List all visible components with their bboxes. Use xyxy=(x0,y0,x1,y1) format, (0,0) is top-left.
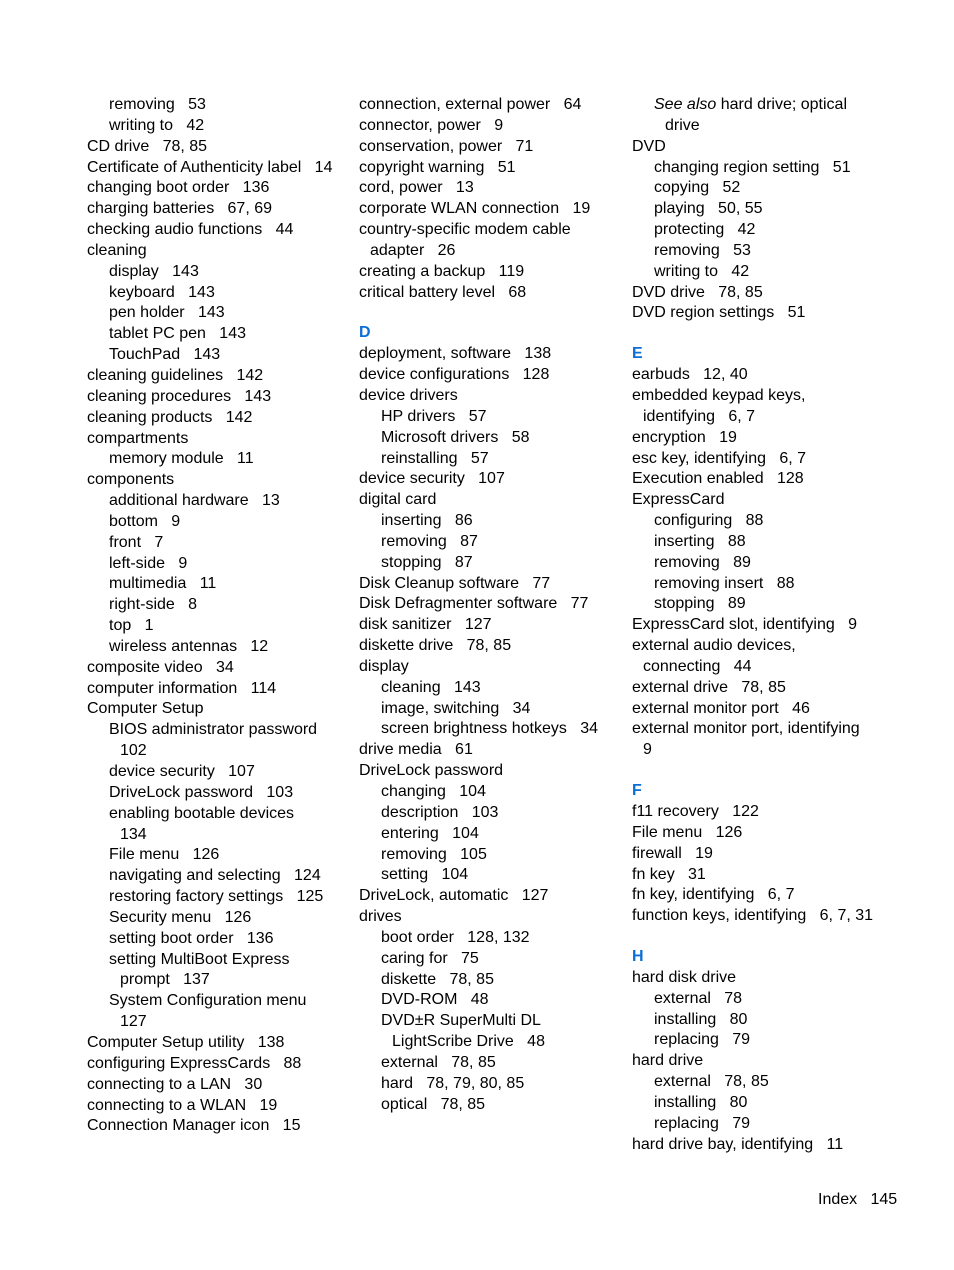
index-subentry: image, switching 34 xyxy=(381,699,531,717)
index-entry-continuation: 102 xyxy=(120,742,147,760)
index-subentry: diskette 78, 85 xyxy=(381,970,494,988)
index-subentry: DriveLock password 103 xyxy=(109,783,294,801)
index-entry: cord, power 13 xyxy=(359,179,474,197)
index-entry: embedded keypad keys, xyxy=(632,386,806,404)
index-entry: external drive 78, 85 xyxy=(632,678,786,696)
index-subentry: removing 53 xyxy=(654,241,751,259)
index-subentry: removing 89 xyxy=(654,553,751,571)
index-entry: external monitor port, identifying xyxy=(632,720,860,738)
index-subentry: playing 50, 55 xyxy=(654,200,763,218)
index-entry: device security 107 xyxy=(359,470,505,488)
index-entry: digital card xyxy=(359,491,437,509)
section-gap xyxy=(359,303,624,323)
index-entry: corporate WLAN connection 19 xyxy=(359,200,591,218)
index-subentry: removing insert 88 xyxy=(654,574,795,592)
index-entry: Connection Manager icon 15 xyxy=(87,1117,301,1135)
index-entry: File menu 126 xyxy=(632,823,743,841)
index-subentry: protecting 42 xyxy=(654,221,756,239)
index-subentry: DVD±R SuperMulti DL xyxy=(381,1012,541,1030)
index-entry: earbuds 12, 40 xyxy=(632,366,748,384)
index-entry: charging batteries 67, 69 xyxy=(87,200,273,218)
index-entry: cleaning products 142 xyxy=(87,408,253,426)
index-subentry: setting boot order 136 xyxy=(109,929,274,947)
index-subentry: caring for 75 xyxy=(381,949,479,967)
index-entry: deployment, software 138 xyxy=(359,345,552,363)
index-subentry: inserting 86 xyxy=(381,512,473,530)
section-gap xyxy=(632,761,897,781)
index-entry: composite video 34 xyxy=(87,658,234,676)
index-subentry: screen brightness hotkeys 34 xyxy=(381,720,599,738)
index-subentry: installing 80 xyxy=(654,1093,748,1111)
index-entry: DriveLock, automatic 127 xyxy=(359,887,549,905)
index-subentry: restoring factory settings 125 xyxy=(109,888,324,906)
index-entry: external monitor port 46 xyxy=(632,699,810,717)
index-subentry: reinstalling 57 xyxy=(381,449,489,467)
index-entry: cleaning guidelines 142 xyxy=(87,366,264,384)
index-entry: country-specific modem cable xyxy=(359,221,571,239)
index-subentry: multimedia 11 xyxy=(109,575,217,593)
index-entry: diskette drive 78, 85 xyxy=(359,637,512,655)
index-subentry: HP drivers 57 xyxy=(381,407,487,425)
index-subentry: inserting 88 xyxy=(654,532,746,550)
section-letter-heading: H xyxy=(632,948,644,966)
index-entry: Computer Setup utility 138 xyxy=(87,1033,285,1051)
page-footer xyxy=(818,1191,897,1209)
index-entry-continuation: connecting 44 xyxy=(643,657,752,675)
index-entry: hard drive xyxy=(632,1052,704,1070)
section-letter-heading: E xyxy=(632,345,643,363)
index-entry: cleaning xyxy=(87,241,147,259)
index-entry: drive media 61 xyxy=(359,741,473,759)
index-subentry: removing 87 xyxy=(381,532,478,550)
index-entry: connector, power 9 xyxy=(359,116,504,134)
index-entry: fn key, identifying 6, 7 xyxy=(632,886,795,904)
index-subentry: System Configuration menu xyxy=(109,992,307,1010)
index-column-1 xyxy=(87,95,352,1137)
index-subentry: entering 104 xyxy=(381,824,479,842)
page-number: 145 xyxy=(870,1191,898,1208)
index-entry: cleaning procedures 143 xyxy=(87,387,272,405)
index-subentry: display 143 xyxy=(109,262,199,280)
see-also-target: hard drive; optical xyxy=(716,96,847,113)
index-entry: function keys, identifying 6, 7, 31 xyxy=(632,907,874,925)
index-subentry: configuring 88 xyxy=(654,512,764,530)
index-subentry: setting MultiBoot Express xyxy=(109,950,290,968)
index-column-2 xyxy=(359,95,624,1116)
index-subentry: keyboard 143 xyxy=(109,283,215,301)
index-entry: Disk Defragmenter software 77 xyxy=(359,595,589,613)
index-subentry: replacing 79 xyxy=(654,1031,751,1049)
index-entry: copyright warning 51 xyxy=(359,158,516,176)
index-entry: conservation, power 71 xyxy=(359,137,534,155)
index-subentry: boot order 128, 132 xyxy=(381,928,530,946)
index-entry: device configurations 128 xyxy=(359,366,550,384)
index-subentry: external 78, 85 xyxy=(654,1073,769,1091)
index-subentry: stopping 87 xyxy=(381,553,473,571)
index-subentry: additional hardware 13 xyxy=(109,492,280,510)
index-entry: firewall 19 xyxy=(632,844,713,862)
index-entry: connecting to a WLAN 19 xyxy=(87,1096,278,1114)
index-subentry: DVD-ROM 48 xyxy=(381,991,489,1009)
index-subentry: Security menu 126 xyxy=(109,908,252,926)
index-entry: external audio devices, xyxy=(632,637,796,655)
index-subentry: changing 104 xyxy=(381,783,486,800)
index-entry-continuation: prompt 137 xyxy=(120,971,210,989)
index-subentry: external 78, 85 xyxy=(381,1053,496,1071)
see-also-entry xyxy=(632,95,897,116)
index-subentry: left-side 9 xyxy=(109,554,188,572)
index-entry-continuation: drive xyxy=(665,116,700,134)
index-subentry: wireless antennas 12 xyxy=(109,637,269,655)
index-entry: changing boot order 136 xyxy=(87,179,270,197)
section-gap xyxy=(632,324,897,344)
index-column-3 xyxy=(632,95,897,1156)
index-entry-continuation: adapter 26 xyxy=(370,241,456,259)
index-subentry: optical 78, 85 xyxy=(381,1095,486,1113)
index-subentry: enabling bootable devices xyxy=(109,804,295,822)
index-entry: disk sanitizer 127 xyxy=(359,616,492,634)
index-entry: DVD drive 78, 85 xyxy=(632,283,763,301)
index-subentry: setting 104 xyxy=(381,866,469,884)
index-subentry: BIOS administrator password xyxy=(109,721,318,739)
index-entry: hard drive bay, identifying 11 xyxy=(632,1135,844,1153)
index-entry: compartments xyxy=(87,429,189,447)
index-subentry: TouchPad 143 xyxy=(109,346,221,364)
index-subentry: hard 78, 79, 80, 85 xyxy=(381,1074,525,1092)
index-entry-continuation: identifying 6, 7 xyxy=(643,407,756,425)
index-subentry: installing 80 xyxy=(654,1010,748,1028)
index-subentry: File menu 126 xyxy=(109,846,220,864)
index-entry: components xyxy=(87,471,175,489)
index-entry: fn key 31 xyxy=(632,865,706,883)
index-subentry: writing to 42 xyxy=(109,116,205,134)
index-subentry: bottom 9 xyxy=(109,512,181,530)
index-subentry: cleaning 143 xyxy=(381,678,481,696)
index-subentry: stopping 89 xyxy=(654,595,746,613)
index-subentry: changing region setting 51 xyxy=(654,158,851,176)
index-entry: encryption 19 xyxy=(632,428,737,446)
index-subentry: right-side 8 xyxy=(109,596,198,614)
index-entry: configuring ExpressCards 88 xyxy=(87,1054,302,1072)
index-entry: ExpressCard slot, identifying 9 xyxy=(632,616,857,634)
index-entry: hard disk drive xyxy=(632,968,737,986)
index-entry: creating a backup 119 xyxy=(359,262,525,280)
index-entry: computer information 114 xyxy=(87,679,277,697)
index-entry: device drivers xyxy=(359,386,458,404)
index-subentry: writing to 42 xyxy=(654,262,750,280)
index-entry: esc key, identifying 6, 7 xyxy=(632,449,807,467)
index-entry: DVD region settings 51 xyxy=(632,304,806,322)
index-entry-continuation: 9 xyxy=(643,741,652,759)
index-entry: Execution enabled 128 xyxy=(632,470,804,488)
index-subentry: Microsoft drivers 58 xyxy=(381,428,530,446)
see-also-label: See also xyxy=(654,96,717,113)
footer-label: Index xyxy=(818,1191,858,1208)
index-entry: connection, external power 64 xyxy=(359,96,582,113)
index-subentry: pen holder 143 xyxy=(109,304,225,322)
index-subentry: removing 105 xyxy=(381,845,487,863)
index-entry-continuation: 127 xyxy=(120,1013,147,1031)
index-subentry: top 1 xyxy=(109,617,154,635)
index-subentry: device security 107 xyxy=(109,763,255,780)
index-subentry: navigating and selecting 124 xyxy=(109,867,321,885)
index-entry: Disk Cleanup software 77 xyxy=(359,574,551,592)
index-entry: DriveLock password xyxy=(359,762,504,780)
index-entry: Certificate of Authenticity label 14 xyxy=(87,158,333,176)
index-subentry: front 7 xyxy=(109,533,164,551)
index-subentry: copying 52 xyxy=(654,179,741,197)
section-letter-heading: F xyxy=(632,782,642,800)
index-entry: DVD xyxy=(632,137,666,155)
index-entry: checking audio functions 44 xyxy=(87,221,294,239)
index-subentry: external 78 xyxy=(654,989,743,1007)
index-entry: critical battery level 68 xyxy=(359,283,527,301)
index-subentry: replacing 79 xyxy=(654,1114,751,1132)
index-entry: CD drive 78, 85 xyxy=(87,137,208,155)
index-subentry: description 103 xyxy=(381,803,499,821)
section-letter-heading: D xyxy=(359,324,371,342)
index-entry: Computer Setup xyxy=(87,700,204,718)
index-subentry: tablet PC pen 143 xyxy=(109,325,246,343)
index-entry: drives xyxy=(359,908,402,926)
index-entry: display xyxy=(359,657,409,675)
index-entry-continuation: LightScribe Drive 48 xyxy=(392,1033,545,1051)
index-entry: connecting to a LAN 30 xyxy=(87,1075,263,1093)
index-entry: ExpressCard xyxy=(632,491,725,509)
index-entry-continuation: 134 xyxy=(120,825,147,843)
section-gap xyxy=(632,927,897,947)
index-subentry: memory module 11 xyxy=(109,450,254,468)
index-entry: f11 recovery 122 xyxy=(632,803,759,820)
index-subentry: removing 53 xyxy=(109,96,206,113)
